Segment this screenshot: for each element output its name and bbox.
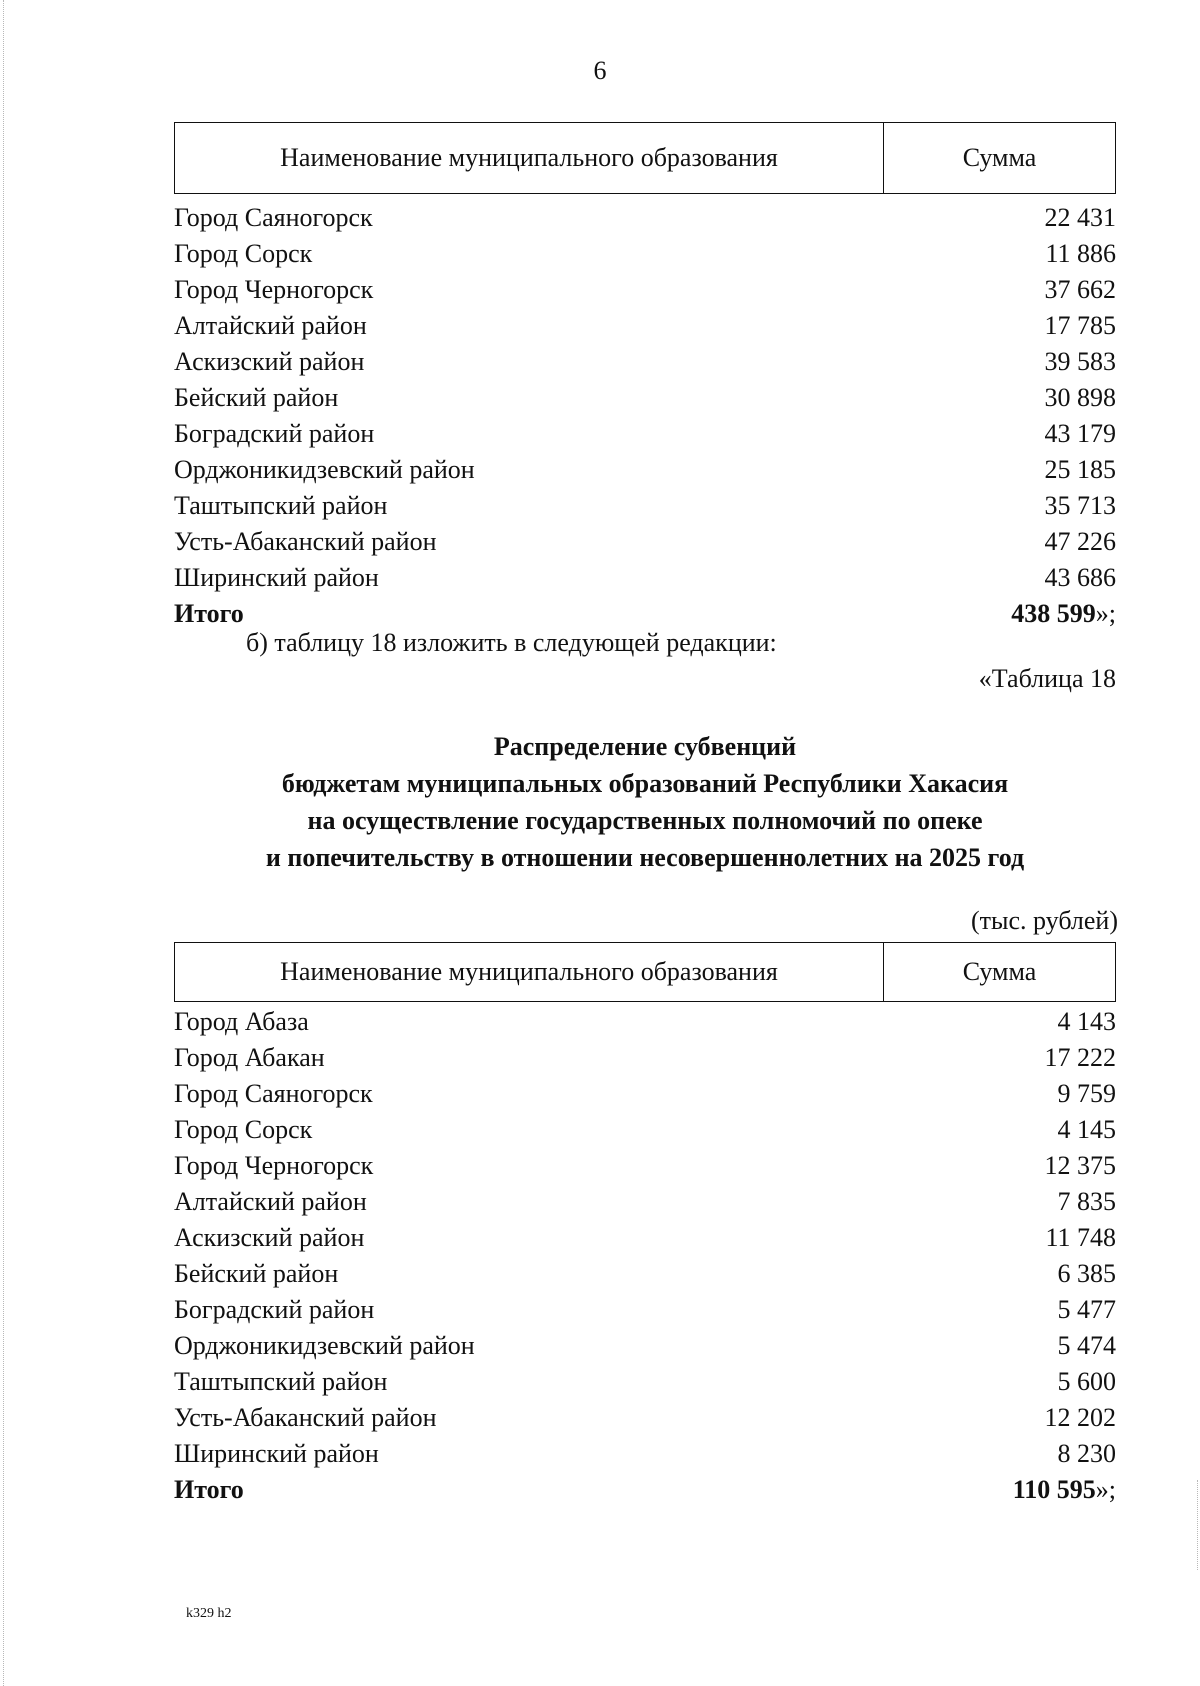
row-value: 11 748 — [1045, 1223, 1116, 1252]
table-label: «Таблица 18 — [978, 664, 1116, 693]
total-suffix: »; — [1095, 1475, 1116, 1504]
row-name: Орджоникидзевский район — [174, 455, 475, 484]
row-name: Город Абакан — [174, 1043, 325, 1072]
row-name: Аскизский район — [174, 347, 365, 376]
amendment-instruction: б) таблицу 18 изложить в следующей редакции: — [246, 628, 777, 657]
row-value: 47 226 — [1044, 527, 1116, 556]
heading-line-2: бюджетам муниципальных образований Республики Хакасия — [281, 769, 1009, 798]
table-body — [174, 200, 1116, 632]
total-value: 438 599 — [1011, 599, 1096, 628]
column-header-name: Наименование муниципального образования — [175, 123, 884, 193]
table-row — [174, 1292, 1116, 1328]
row-value: 43 179 — [1044, 419, 1116, 448]
table-row — [174, 1184, 1116, 1220]
total-value: 110 595 — [1012, 1475, 1096, 1504]
row-value: 37 662 — [1044, 275, 1116, 304]
table-17-continuation — [174, 122, 1116, 632]
column-header-sum: Сумма — [962, 143, 1037, 172]
row-name: Город Черногорск — [174, 275, 374, 304]
row-name: Город Черногорск — [174, 1151, 374, 1180]
table-row — [174, 308, 1116, 344]
row-value: 9 759 — [1057, 1079, 1116, 1108]
heading-line-1: Распределение субвенций — [493, 732, 797, 761]
row-value: 5 600 — [1057, 1367, 1116, 1396]
row-value: 17 785 — [1044, 311, 1116, 340]
row-name: Город Абаза — [174, 1007, 309, 1036]
row-value: 30 898 — [1044, 383, 1116, 412]
table-row — [174, 1004, 1116, 1040]
total-suffix: »; — [1095, 599, 1116, 628]
row-name: Бейский район — [174, 1259, 339, 1288]
table-row — [174, 1364, 1116, 1400]
table-header — [174, 122, 1116, 194]
table-row — [174, 1112, 1116, 1148]
row-name: Город Саяногорск — [174, 1079, 373, 1108]
row-name: Город Сорск — [174, 239, 313, 268]
column-header-name: Наименование муниципального образования — [175, 943, 884, 1001]
table-total-row — [174, 596, 1116, 632]
table-row — [174, 524, 1116, 560]
total-label: Итого — [174, 1475, 244, 1504]
row-name: Орджоникидзевский район — [174, 1331, 475, 1360]
row-value: 35 713 — [1044, 491, 1116, 520]
row-name: Боградский район — [174, 1295, 375, 1324]
row-name: Усть-Абаканский район — [174, 527, 437, 556]
heading-line-3: на осуществление государственных полномочий по опеке — [307, 806, 983, 835]
table-row — [174, 1400, 1116, 1436]
table-18 — [174, 942, 1116, 1508]
table-row — [174, 1436, 1116, 1472]
table-row — [174, 452, 1116, 488]
table-row — [174, 236, 1116, 272]
table-row — [174, 272, 1116, 308]
row-name: Ширинский район — [174, 1439, 379, 1468]
row-value: 12 375 — [1044, 1151, 1116, 1180]
table-header — [174, 942, 1116, 1002]
row-value: 25 185 — [1044, 455, 1116, 484]
row-value: 8 230 — [1057, 1439, 1116, 1468]
column-header-sum: Сумма — [962, 957, 1037, 986]
row-name: Усть-Абаканский район — [174, 1403, 437, 1432]
units-note: (тыс. рублей) — [970, 906, 1118, 935]
row-value: 5 477 — [1057, 1295, 1116, 1324]
row-name: Таштыпский район — [174, 1367, 388, 1396]
row-value: 7 835 — [1057, 1187, 1116, 1216]
heading-line-4: и попечительству в отношении несовершеннолетних на 2025 год — [265, 843, 1025, 872]
row-value: 39 583 — [1044, 347, 1116, 376]
table-row — [174, 200, 1116, 236]
row-name: Алтайский район — [174, 311, 367, 340]
table-row — [174, 560, 1116, 596]
table-row — [174, 1076, 1116, 1112]
row-value: 6 385 — [1057, 1259, 1116, 1288]
table-row — [174, 1220, 1116, 1256]
row-value: 4 145 — [1057, 1115, 1116, 1144]
footer-document-code: k329 h2 — [186, 1606, 232, 1621]
row-name: Аскизский район — [174, 1223, 365, 1252]
total-label: Итого — [174, 599, 244, 628]
page-number: 6 — [593, 56, 607, 85]
row-name: Ширинский район — [174, 563, 379, 592]
row-name: Алтайский район — [174, 1187, 367, 1216]
row-value: 43 686 — [1044, 563, 1116, 592]
row-value: 22 431 — [1044, 203, 1116, 232]
table-row — [174, 1040, 1116, 1076]
table-total-row — [174, 1472, 1116, 1508]
table-row — [174, 1328, 1116, 1364]
table-body — [174, 1004, 1116, 1508]
table-row — [174, 344, 1116, 380]
row-name: Город Сорск — [174, 1115, 313, 1144]
row-name: Боградский район — [174, 419, 375, 448]
table-row — [174, 1148, 1116, 1184]
table-row — [174, 1256, 1116, 1292]
row-value: 4 143 — [1057, 1007, 1116, 1036]
row-name: Таштыпский район — [174, 491, 388, 520]
row-name: Бейский район — [174, 383, 339, 412]
table-row — [174, 416, 1116, 452]
right-margin-line — [1197, 1480, 1198, 1570]
row-name: Город Саяногорск — [174, 203, 373, 232]
table-row — [174, 488, 1116, 524]
row-value: 17 222 — [1044, 1043, 1116, 1072]
row-value: 12 202 — [1044, 1403, 1116, 1432]
row-value: 5 474 — [1057, 1331, 1116, 1360]
table-heading — [0, 728, 1200, 876]
table-row — [174, 380, 1116, 416]
row-value: 11 886 — [1045, 239, 1116, 268]
